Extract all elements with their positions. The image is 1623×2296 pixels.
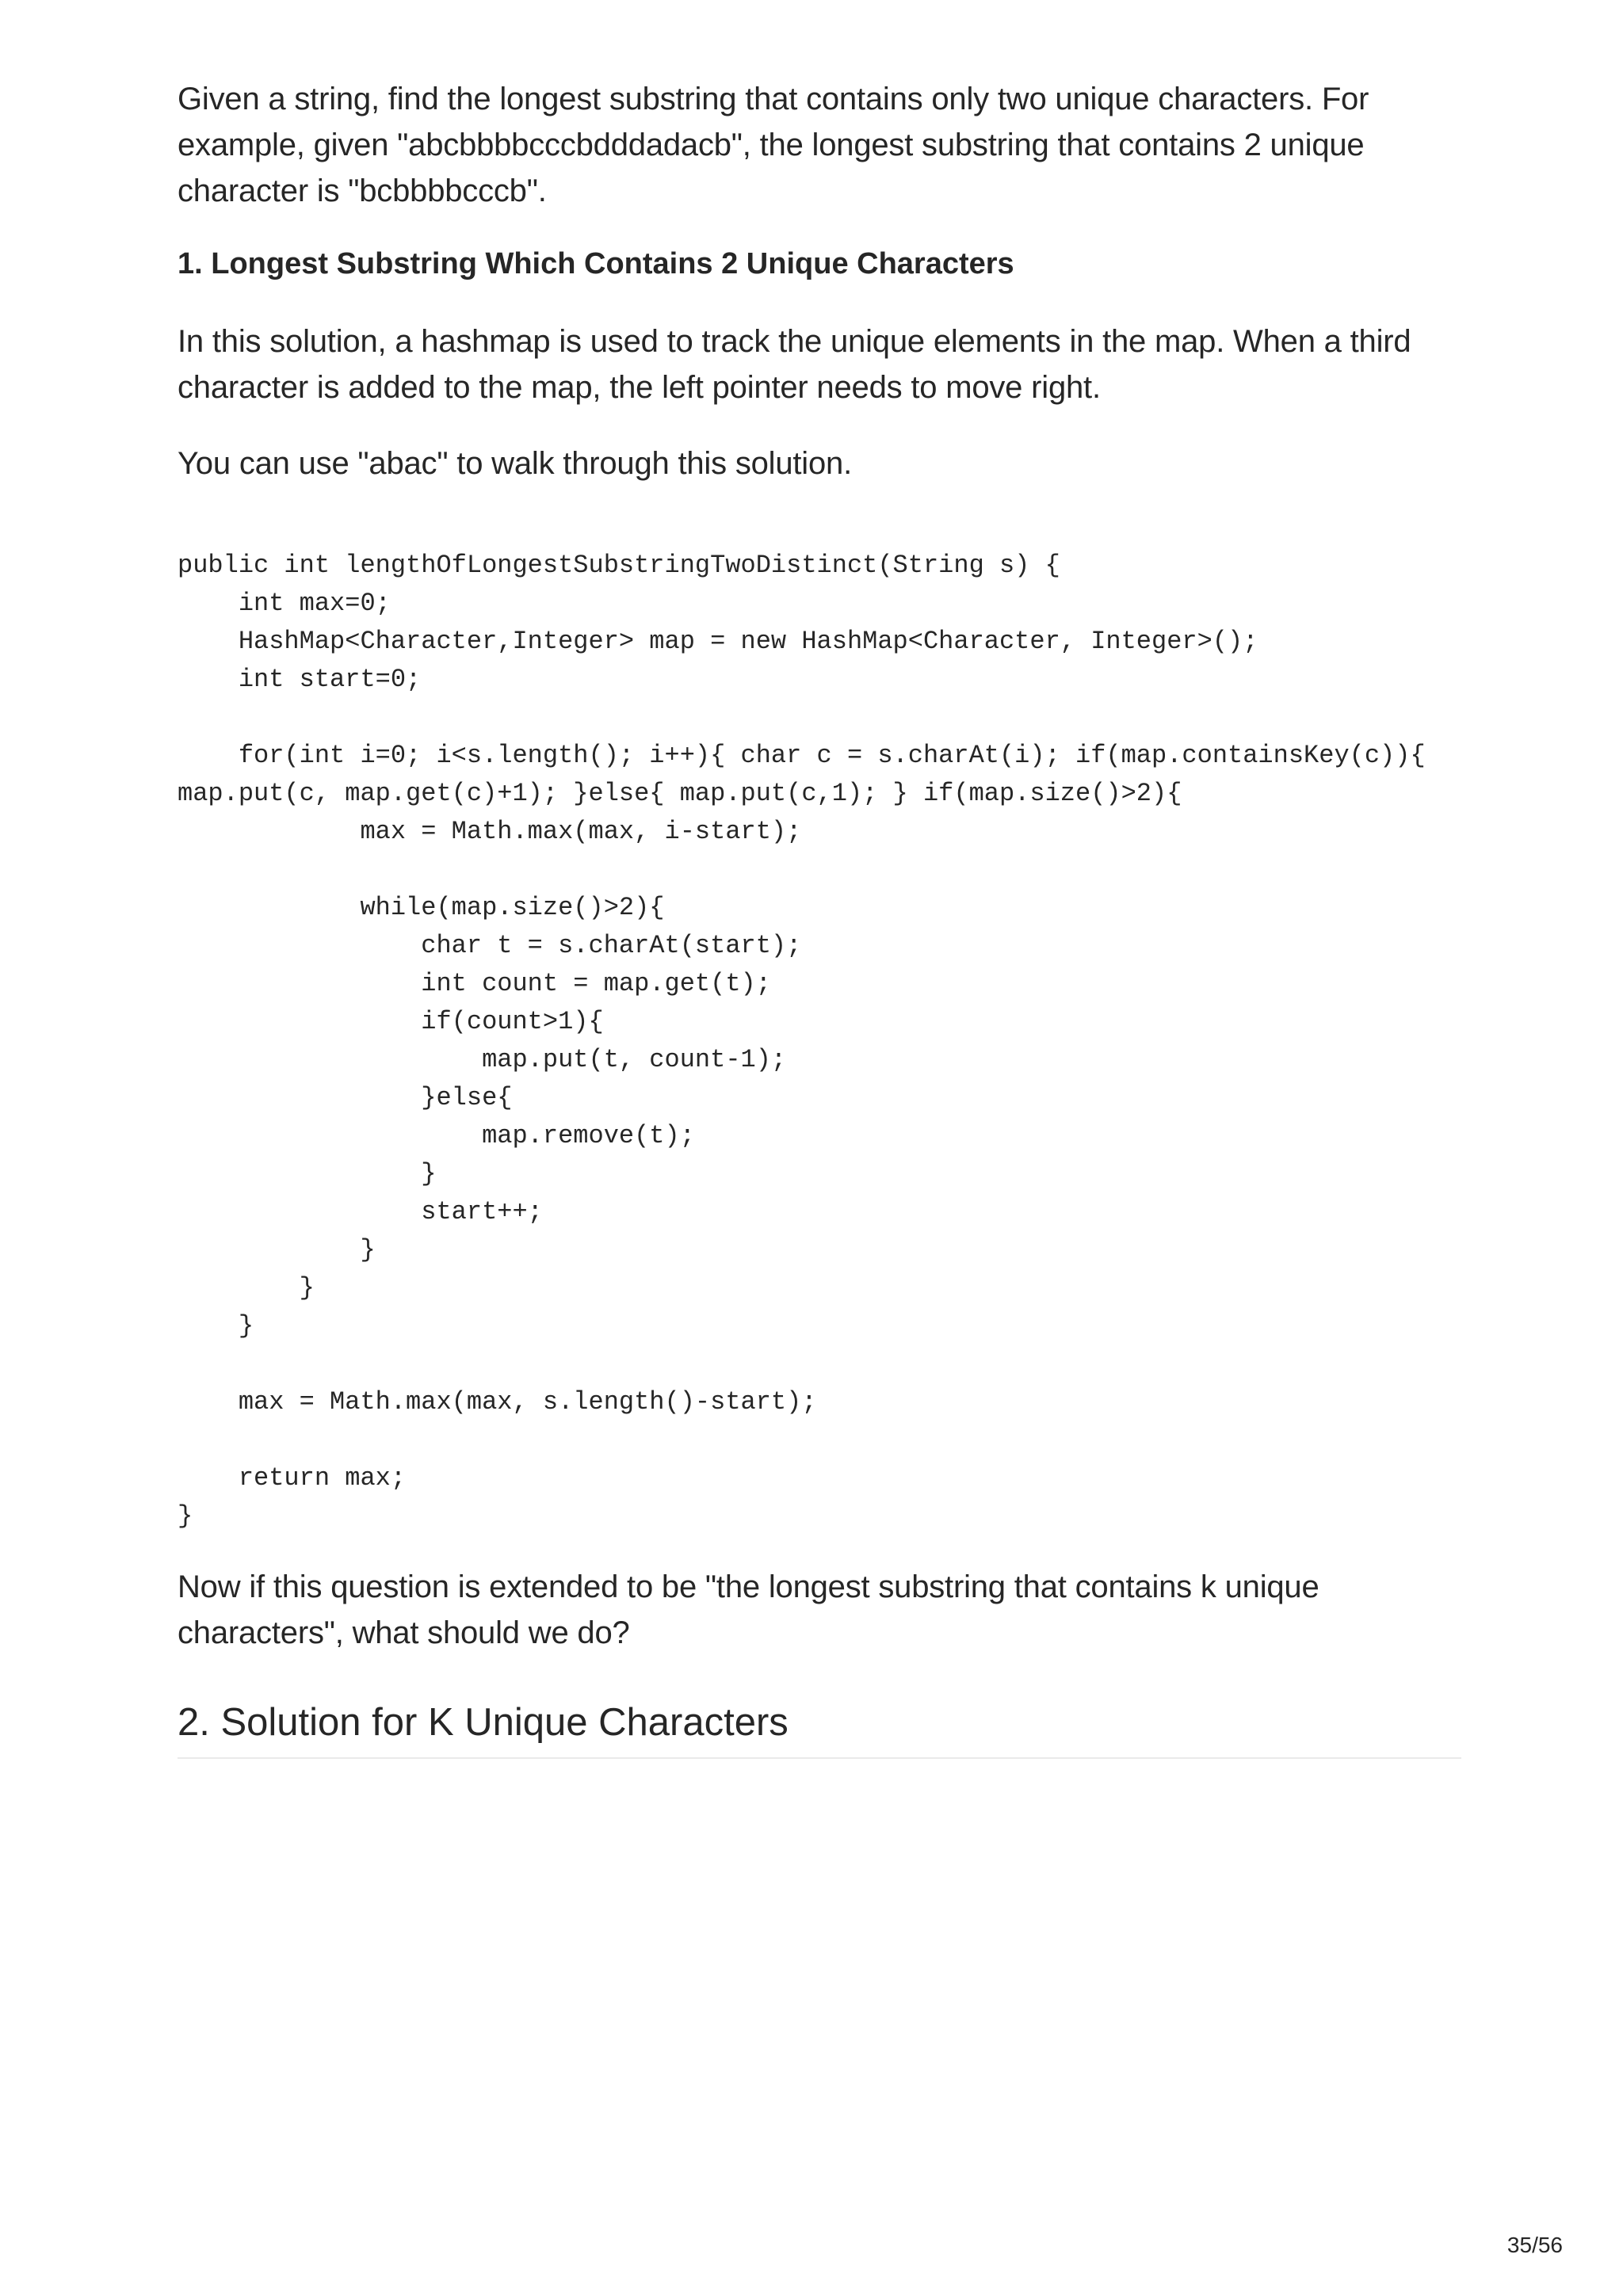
code-line: }else{ bbox=[178, 1083, 513, 1112]
code-line: } bbox=[178, 1159, 437, 1188]
code-line: max = Math.max(max, s.length()-start); bbox=[178, 1387, 817, 1417]
section-1-description: In this solution, a hashmap is used to track the unique elements in the map. When a third character is added to the map, the left pointer needs to move right. bbox=[178, 324, 1411, 405]
code-line: if(count>1){ bbox=[178, 1007, 604, 1036]
code-line: while(map.size()>2){ bbox=[178, 893, 665, 922]
code-line bbox=[178, 1345, 1461, 1383]
code-line: max = Math.max(max, i-start); bbox=[178, 817, 802, 846]
section-2-heading: 2. Solution for K Unique Characters bbox=[178, 1699, 1461, 1759]
code-line: map.remove(t); bbox=[178, 1121, 695, 1150]
code-line: for(int i=0; i<s.length(); i++){ char c = s.charAt(i); if(map.containsKey(c)){ bbox=[178, 741, 1426, 770]
code-line: map.put(c, map.get(c)+1); }else{ map.put(c,1); } if(map.size()>2){ bbox=[178, 779, 1182, 808]
code-line bbox=[178, 699, 1461, 737]
code-line: public int lengthOfLongestSubstringTwoDistinct(String s) { bbox=[178, 551, 1060, 580]
code-line: } bbox=[178, 1235, 376, 1264]
code-line: return max; bbox=[178, 1463, 407, 1493]
walkthrough-note: You can use "abac" to walk through this solution. bbox=[178, 446, 853, 481]
extension-question: Now if this question is extended to be "the longest substring that contains k unique characters", what should we do? bbox=[178, 1569, 1319, 1650]
code-line: HashMap<Character,Integer> map = new HashMap<Character, Integer>(); bbox=[178, 627, 1258, 656]
code-line: } bbox=[178, 1501, 193, 1531]
code-line: int count = map.get(t); bbox=[178, 969, 771, 998]
code-line: } bbox=[178, 1273, 315, 1302]
code-line bbox=[178, 1421, 1461, 1459]
code-line bbox=[178, 851, 1461, 889]
code-line: int start=0; bbox=[178, 665, 422, 694]
section-1-heading: 1. Longest Substring Which Contains 2 Unique Characters bbox=[178, 247, 1014, 280]
code-line: map.put(t, count-1); bbox=[178, 1045, 787, 1074]
code-line: char t = s.charAt(start); bbox=[178, 931, 802, 960]
code-line: start++; bbox=[178, 1197, 543, 1226]
code-line: int max=0; bbox=[178, 589, 391, 618]
document-page bbox=[178, 76, 1461, 1759]
code-block bbox=[178, 547, 1461, 1535]
page-number: 35/56 bbox=[1507, 2233, 1563, 2257]
code-line: } bbox=[178, 1311, 254, 1341]
intro-paragraph: Given a string, find the longest substring that contains only two unique characters. For example, given "abcbbbbcccbdddadacb", the longest substring that contains 2 unique character is "bcbbbbcccb". bbox=[178, 82, 1369, 208]
